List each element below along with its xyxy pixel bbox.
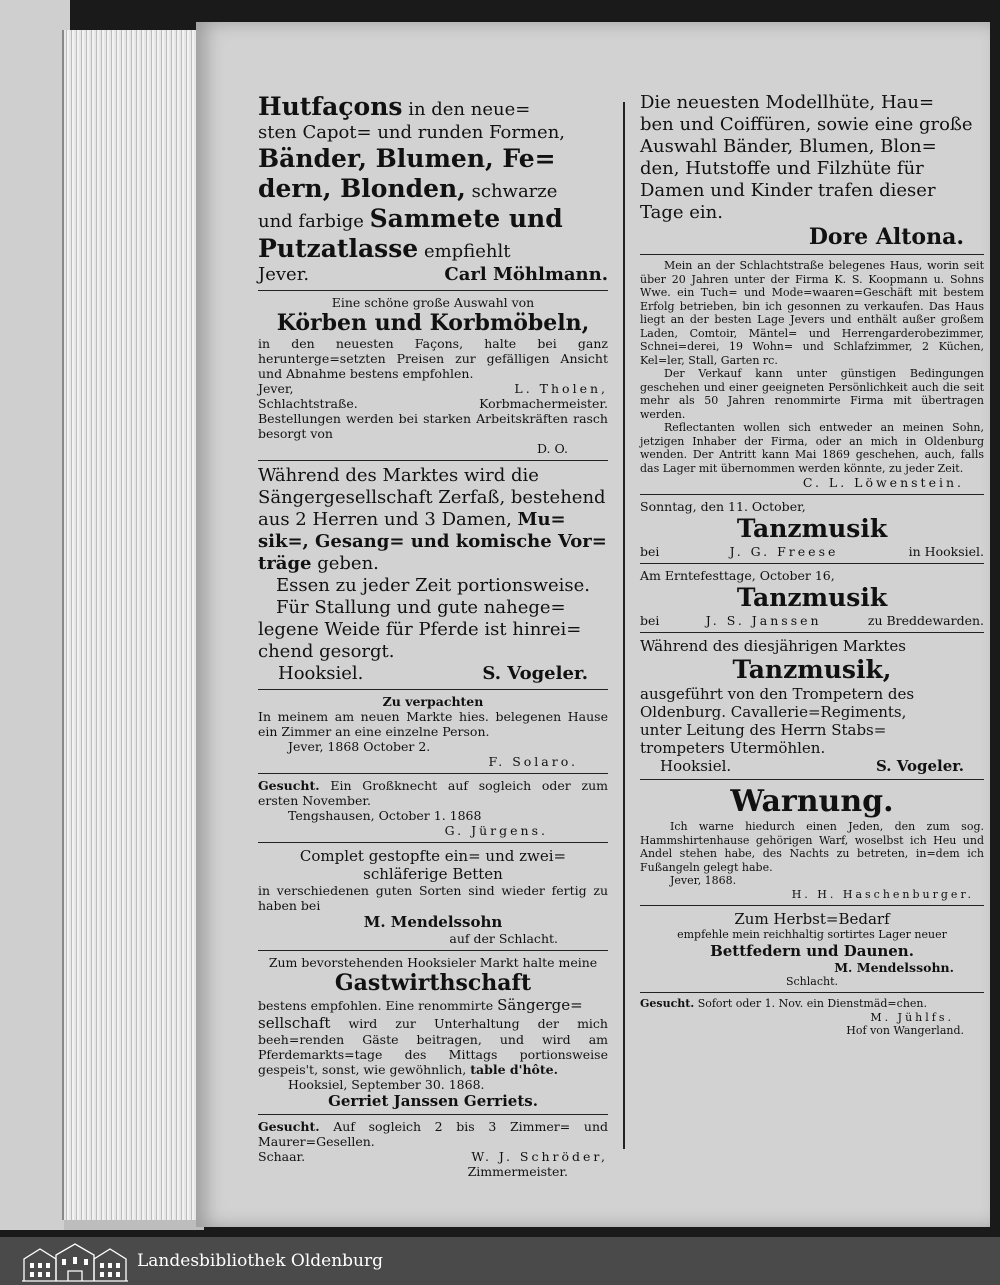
ad-janssen-headline: Tanzmusik (736, 583, 888, 612)
ad-separator (640, 563, 984, 564)
ad-modellhuete-signature: Dore Altona. (808, 224, 964, 250)
ad-gesellen-body: Auf sogleich 2 bis 3 Zimmer= und Maurer=Gesellen. (258, 1119, 608, 1149)
ad-markt-headline: Tanzmusik, (732, 655, 892, 684)
ad-saenger-l3-text: aus 2 Herren und 3 Damen, (258, 509, 512, 530)
ad-gesellen-place: Schaar. (258, 1149, 306, 1164)
ad-freese-bei: bei (640, 544, 660, 559)
ad-koerbe-initials: D. O. (536, 441, 568, 456)
ad-warnung-headline: Warnung. (730, 784, 894, 819)
column-divider (623, 102, 625, 1149)
ad-saenger-l1: Während des Marktes wird die (258, 465, 539, 486)
ad-separator (258, 842, 608, 843)
ad-tanzmusik-markt (640, 637, 984, 775)
ad-gesellen-headline: Gesucht. (258, 1119, 320, 1134)
ad-koerbe-body: in den neuesten Façons, halte bei ganz herunterge=setzten Preisen zur gefälligen Ansicht und Abnahme bestens empfohlen. (258, 336, 608, 381)
ad-saenger-l4: sik=, Gesang= und komische Vor= (258, 531, 607, 552)
ad-hutfacons-signature: Carl Möhlmann. (444, 264, 608, 285)
ad-gesucht-gesellen (258, 1119, 608, 1179)
ad-hutfacons-l1-text: in den neue= (408, 99, 531, 120)
ad-verpachten-date: Jever, 1868 October 2. (288, 739, 431, 754)
ad-herbst-bedarf (640, 910, 984, 988)
library-building-logo-icon (20, 1241, 130, 1283)
ad-modellhuete-l6: Tage ein. (640, 202, 723, 223)
ad-saenger-l8: legene Weide für Pferde ist hinrei= (258, 619, 582, 640)
ad-betten-body: in verschiedenen guten Sorten sind wieder fertig zu haben bei (258, 883, 608, 913)
ad-hutfacons-l1-bold: Hutfaçons (258, 92, 403, 121)
ad-modellhuete-l1: Die neuesten Modellhüte, Hau= (640, 92, 935, 113)
ad-gastwirthschaft-l2-bold: sellschaft (258, 1014, 331, 1032)
ad-modellhuete-l5: Damen und Kinder trafen dieser (640, 180, 936, 201)
ad-tanzmusik-freese (640, 499, 984, 559)
ad-separator (640, 905, 984, 906)
ad-warnung-date: Jever, 1868. (670, 874, 737, 887)
ad-markt-l2: ausgeführt von den Trompetern des (640, 685, 915, 703)
ad-gesellen-name: W. J. Schröder, (471, 1149, 608, 1164)
ad-freese-date: Sonntag, den 11. October, (640, 499, 806, 514)
ad-saenger-l3-bold: Mu= (517, 509, 566, 530)
ad-verpachten-body: In meinem am neuen Markte hies. belegenen Hause ein Zimmer an eine einzelne Person. (258, 709, 608, 739)
ad-hutfacons-place: Jever. (258, 264, 310, 285)
ad-markt-l5: trompeters Utermöhlen. (640, 739, 826, 757)
ad-separator (640, 992, 984, 993)
ad-gastwirthschaft-headline: Gastwirthschaft (334, 970, 532, 996)
right-column (640, 92, 984, 1157)
ad-janssen-name: J. S. Janssen (705, 613, 822, 628)
ad-grossknecht-body: Ein Großknecht auf sogleich oder zum ersten November. (258, 778, 608, 808)
ad-grossknecht-date: Tengshausen, October 1. 1868 (288, 808, 482, 823)
ad-saenger-l2: Sängergesellschaft Zerfaß, bestehend (258, 487, 606, 508)
ad-hausverkauf-p2: Der Verkauf kann unter günstigen Bedingungen geschehen und einer geeigneten Persönlichkeit auch die seit mehr als 50 Jahren renommirte Firma mit übertragen werden. (640, 367, 984, 421)
ad-dienstmaedchen-place: Hof von Wangerland. (846, 1024, 964, 1037)
ad-herbst-body: empfehle mein reichhaltig sortirtes Lager neuer (677, 928, 947, 941)
ad-verpachten-signature: F. Solaro. (488, 754, 578, 769)
ad-janssen-date: Am Erntefesttage, October 16, (640, 568, 835, 583)
ad-hausverkauf (640, 259, 984, 490)
book-outer-edge (0, 0, 70, 1230)
ad-markt-l3: Oldenburg. Cavallerie=Regiments, (640, 703, 907, 721)
ad-saenger-l5-text: geben. (317, 553, 379, 574)
ad-gastwirthschaft-l2-text: wird zur Unterhaltung der mich beeh=renden Gäste beitragen, und wird am Pferdemarkts=tage des Mittags portionsweise gespeis't, sonst, wie gewöhnlich, (258, 1016, 608, 1077)
ad-saenger-l7: Für Stallung und gute nahege= (276, 597, 566, 618)
ad-gastwirthschaft-signature: Gerriet Janssen Gerriets. (328, 1092, 538, 1110)
ad-separator (258, 689, 608, 690)
ad-separator (640, 254, 984, 255)
ad-freese-place: in Hooksiel. (908, 544, 984, 559)
ad-separator (258, 773, 608, 774)
ad-saenger-l6: Essen zu jeder Zeit portionsweise. (276, 575, 591, 596)
ad-warnung (640, 784, 984, 901)
library-name: Landesbibliothek Oldenburg (137, 1251, 384, 1271)
ad-separator (258, 290, 608, 291)
ad-separator (640, 779, 984, 780)
ad-hutfacons-l2: sten Capot= und runden Formen, (258, 122, 566, 143)
ad-janssen-place: zu Breddewarden. (867, 613, 984, 628)
ad-tanzmusik-janssen (640, 568, 984, 628)
ad-hutfacons (258, 92, 608, 286)
left-column (258, 92, 608, 1179)
ad-gastwirthschaft-date: Hooksiel, September 30. 1868. (288, 1077, 485, 1092)
ad-grossknecht-headline: Gesucht. (258, 778, 320, 793)
ad-hausverkauf-p1: Mein an der Schlachtstraße belegenes Haus, worin seit über 20 Jahren unter der Firma K. S. Koopmann u. Sohns Wwe. ein Tuch= und Mode=waaren=Geschäft mit bestem Erfolg betrieben, bin ich gesonnen zu verkaufen. Das Haus liegt an der besten Lage Jevers und enthält außer großem Laden, Comtoir, Mäntel= und Herrengarderobezimmer, Schnei=derei, 19 Wohn= und Schlafzimmer, 2 Küchen, Kel=ler, Stall, Garten rc. (640, 259, 984, 367)
ad-gesucht-grossknecht (258, 778, 608, 838)
ad-dienstmaedchen-signature: M. Jühlfs. (870, 1010, 954, 1024)
ad-janssen-bei: bei (640, 613, 660, 628)
ad-saenger-place: Hooksiel. (278, 663, 364, 684)
ad-separator (640, 494, 984, 495)
page-stack (62, 30, 204, 1220)
ad-hutfacons-l4-bold: dern, Blonden, (258, 174, 466, 203)
ad-gesucht-dienstmaedchen (640, 997, 984, 1038)
ad-warnung-signature: H. H. Haschenburger. (791, 887, 974, 901)
ad-hutfacons-l5-text: und farbige (258, 211, 364, 232)
ad-saenger-l5-bold: träge (258, 553, 312, 574)
ad-herbst-place: Schlacht. (785, 974, 839, 988)
ad-koerbe-name: L. Tholen, (514, 381, 608, 396)
ad-gastwirthschaft-l1-bold: Sängerge= (497, 996, 583, 1014)
ad-betten-sub: auf der Schlacht. (449, 931, 558, 946)
ad-freese-headline: Tanzmusik (736, 514, 888, 543)
ad-separator (640, 632, 984, 633)
ad-hutfacons-l6-bold: Putzatlasse (258, 234, 419, 263)
ad-herbst-sub: Bettfedern und Daunen. (710, 941, 914, 960)
ad-markt-place: Hooksiel. (660, 757, 732, 775)
ad-koerbe-place: Jever, (258, 381, 294, 396)
ad-gastwirthschaft (258, 955, 608, 1110)
ad-betten-signature: M. Mendelssohn (363, 913, 503, 931)
ad-separator (258, 1114, 608, 1115)
ad-gastwirthschaft-intro: Zum bevorstehenden Hooksieler Markt halte meine (268, 955, 598, 970)
ad-gastwirthschaft-l1-text: bestens empfohlen. Eine renommirte (258, 998, 494, 1013)
ad-grossknecht-signature: G. Jürgens. (444, 823, 548, 838)
ad-verpachten-headline: Zu verpachten (382, 694, 484, 709)
ad-freese-name: J. G. Freese (729, 544, 839, 559)
ad-modellhuete (640, 92, 984, 250)
ad-hausverkauf-signature: C. L. Löwenstein. (802, 475, 964, 490)
ad-herbst-signature: M. Mendelssohn. (834, 959, 954, 975)
ad-dienstmaedchen-body: Sofort oder 1. Nov. ein Dienstmäd=chen. (697, 997, 927, 1010)
ad-markt-l1: Während des diesjährigen Marktes (640, 637, 907, 655)
ad-hutfacons-l5-bold: Sammete und (369, 204, 563, 233)
ad-koerbe-note: Bestellungen werden bei starken Arbeitskräften rasch besorgt von (258, 411, 608, 441)
ad-saenger-l9: chend gesorgt. (258, 641, 395, 662)
ad-gesellen-title: Zimmermeister. (467, 1164, 568, 1179)
ad-hutfacons-l3: Bänder, Blumen, Fe= (258, 144, 556, 173)
ad-hutfacons-l4-text: schwarze (471, 181, 558, 202)
ad-separator (258, 460, 608, 461)
ad-koerbe-intro: Eine schöne große Auswahl von (331, 295, 535, 310)
ad-koerbe-title: Korbmachermeister. (479, 396, 608, 411)
ad-saengergesellschaft (258, 465, 608, 685)
ad-saenger-signature: S. Vogeler. (482, 663, 588, 684)
ad-zu-verpachten (258, 694, 608, 769)
ad-hausverkauf-p3: Reflectanten wollen sich entweder an meinen Sohn, jetzigen Inhaber der Firma, oder an mich in Oldenburg wenden. Der Antritt kann Mai 1869 geschehen, auch, falls das Lager mit übernommen werden könnte, zu jeder Zeit. (640, 421, 984, 475)
ad-modellhuete-l4: den, Hutstoffe und Filzhüte für (640, 158, 924, 179)
ad-hutfacons-l6-text: empfiehlt (423, 241, 511, 262)
newspaper-page (196, 22, 990, 1227)
ad-betten-l1: Complet gestopfte ein= und zwei= (299, 847, 567, 865)
ad-markt-l4: unter Leitung des Herrn Stabs= (640, 721, 887, 739)
ad-separator (258, 950, 608, 951)
ad-markt-signature: S. Vogeler. (875, 757, 964, 775)
ad-modellhuete-l3: Auswahl Bänder, Blumen, Blon= (640, 136, 937, 157)
ad-koerbe-street: Schlachtstraße. (258, 396, 358, 411)
ad-koerbe-headline: Körben und Korbmöbeln, (276, 310, 590, 336)
ad-betten (258, 847, 608, 946)
ad-warnung-body: Ich warne hiedurch einen Jeden, den zum sog. Hammshirtenhause gehörigen Warf, woselbst ich Heu und Andel stehen habe, des Nachts zu betreten, in=dem ich Fußangeln gelegt habe. (640, 820, 984, 874)
ad-betten-l2: schläferige Betten (363, 865, 503, 883)
ad-koerbe (258, 295, 608, 456)
ad-herbst-headline: Zum Herbst=Bedarf (734, 910, 890, 928)
ad-gastwirthschaft-table-dhote: table d'hôte. (470, 1062, 558, 1077)
ad-dienstmaedchen-headline: Gesucht. (640, 997, 695, 1010)
ad-modellhuete-l2: ben und Coiffüren, sowie eine große (640, 114, 973, 135)
